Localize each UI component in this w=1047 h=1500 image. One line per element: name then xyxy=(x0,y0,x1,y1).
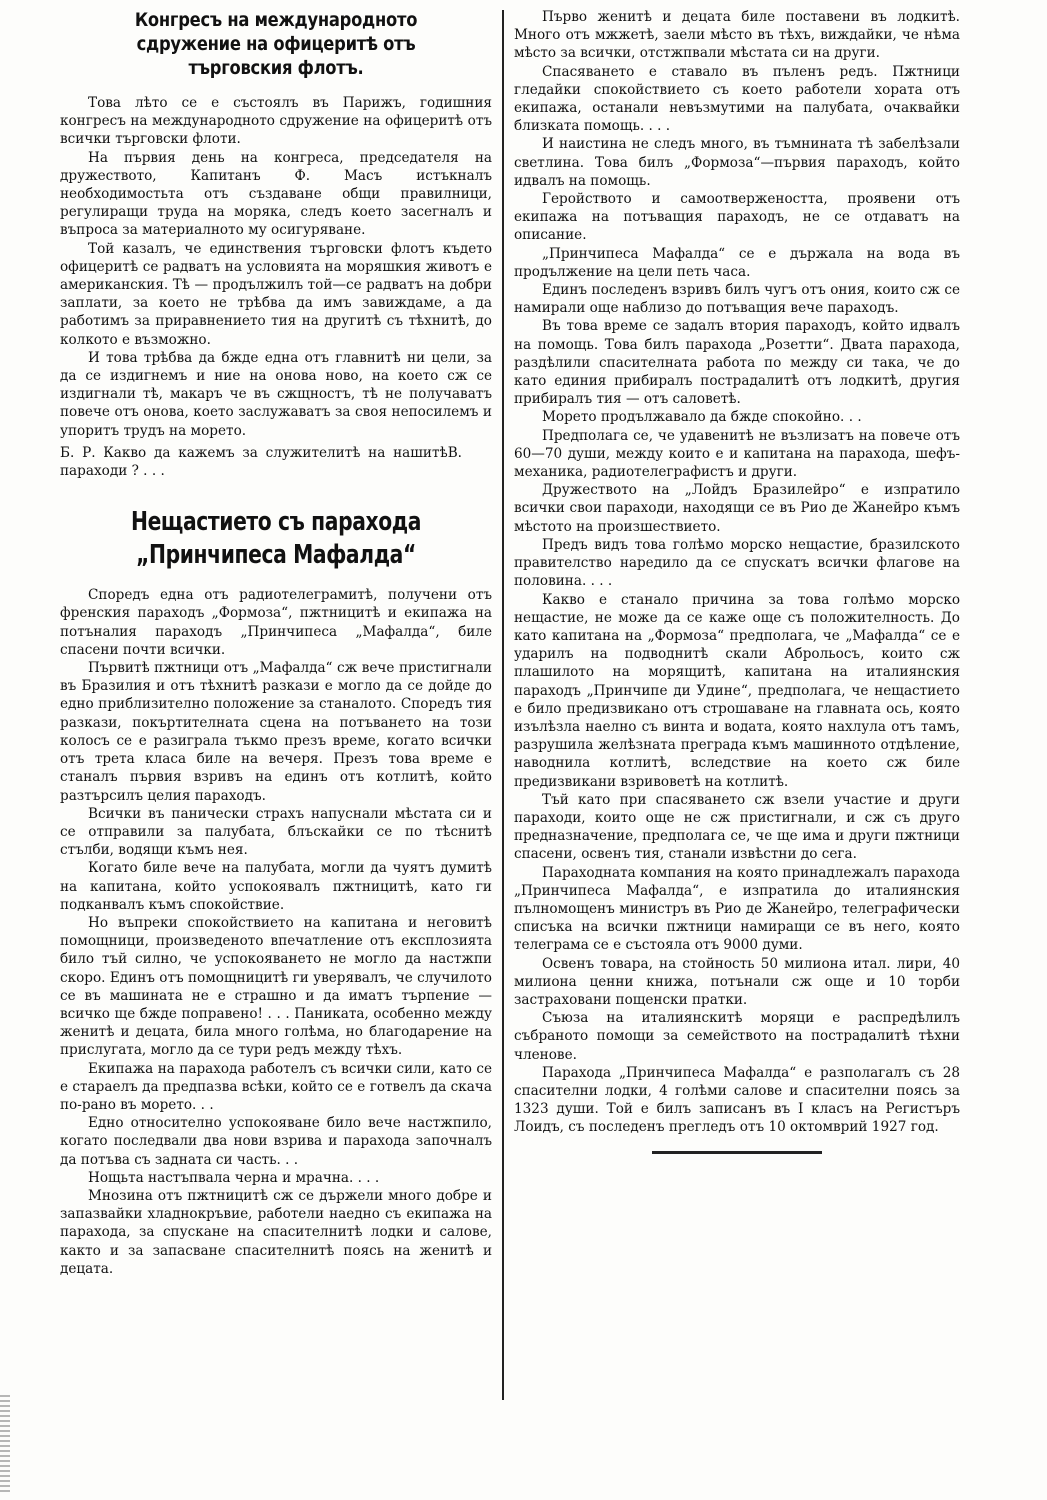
mafalda-paragraph: Парахода „Принчипеса Мафалда“ е разполагалъ съ 28 спасителни лодки, 4 голѣми салове и спасителни поясь за 1323 души. Той е билъ записанъ въ I класъ на Регистъръ Лоидъ, съ последенъ прегледъ отъ 10 октомврий 1927 год. xyxy=(514,1064,960,1136)
mafalda-paragraph: Всички въ панически страхъ напуснали мѣстата си и се отправили за палубата, блъскайки се по тѣснитѣ стълби, водящи къмъ нея. xyxy=(60,805,492,859)
mafalda-paragraph: Геройството и самоотвержеността, проявени отъ екипажа на потъващия параходъ, не се отдаватъ на описание. xyxy=(514,191,960,244)
mafalda-paragraph: Но въпреки спокойствието на капитана и неговитѣ помощници, произведеното впечатление отъ експлозията било тъй силно, че успокояването не могло да настжпи скоро. Единъ отъ помощницитѣ ги уверявалъ, че случилото се въ машината не е страшно и да иматъ търпение — всичко ще бжде поправено! . . . Паниката, особенно между женитѣ и децата, била много голѣма, но благодарение на прислугата, могло да се тури редъ между тѣхъ. xyxy=(60,914,492,1059)
mafalda-paragraph: Първо женитѣ и децата биле поставени въ лодкитѣ. Много отъ мжжетѣ, заели мѣсто въ тѣхъ, виждайки, че нѣма мѣсто за всички, отстжпвали мѣстата си на други. xyxy=(514,9,960,62)
congress-paragraph: И това трѣбва да бжде една отъ главнитѣ ни цели, за да се издигнемъ и ние на онова ново, на което сж се издигнали тѣ, макаръ че въ сжщностъ, тѣ не получаватъ повече отъ онова, което заслужаватъ за своя непосилемъ и упоритъ трудъ на морето. xyxy=(60,349,492,439)
left-column xyxy=(60,8,492,1410)
editor-note-row xyxy=(60,444,492,480)
mafalda-paragraph: Тъй като при спасяването сж взели участие и други параходи, които още не сж пристигнали, и сж съ друго предназначение, предполага се, че ще има и други пжтници спасени, освенъ тия, станали извѣстни до сега. xyxy=(514,791,960,863)
mafalda-paragraph: Съюза на италиянскитѣ моряци е распредѣлилъ събраното помощи за семейството на пострадалитѣ тѣхни членове. xyxy=(514,1010,960,1063)
mafalda-paragraph: Мнозина отъ пжтницитѣ сж се държели много добре и запазвайки хладнокръвие, работели наедно съ екипажа на парахода, за спускане на спасителнитѣ лодки и салове, както и за запасване спасителнитѣ поясь на женитѣ и децата. xyxy=(60,1187,492,1277)
mafalda-paragraph: Предъ видъ това голѣмо морско нещастие, бразилското правителство наредило да се спускатъ всички флагове на половина. . . . xyxy=(514,536,960,590)
author-signature: В. xyxy=(447,444,462,461)
mafalda-paragraph: Спасяването е ставало въ пъленъ редъ. Пжтници гледайки спокойствието съ което работели хората отъ екипажа, останали невъзмутими на палубата, очаквайки близката помощь. . . . xyxy=(514,63,960,135)
mafalda-paragraph: Освенъ товара, на стойность 50 милиона итал. лири, 40 милиона ценни книжа, потънали сж още и 10 торби застраховани пощенски пратки. xyxy=(514,955,960,1008)
congress-paragraph: Това лѣто се е състоялъ въ Парижъ, годишния конгресъ на международното сдружение на офицеритѣ отъ всички търговски флоти. xyxy=(60,95,492,148)
congress-article-title: Конгресъ на международното сдружение на офицеритѣ отъ търговския флотъ. xyxy=(134,9,418,79)
mafalda-paragraph: Предполага се, че удавенитѣ не възлизатъ на повече отъ 60—70 души, между които е и капитана на парахода, шефъ-механика, радиотелеграфистъ и други. xyxy=(514,427,960,481)
mafalda-paragraph: Екипажа на парахода работелъ съ всички сили, като се е старaелъ да предпазва всѣки, който се е готвелъ да скача по-рано въ морето. . . xyxy=(60,1060,492,1113)
mafalda-paragraph: Дружеството на „Лойдъ Бразилейро“ е изпратило всички свои параходи, находящи се въ Рио де Жанейро къмъ мѣстото на произшествието. xyxy=(514,482,960,535)
congress-paragraph: Той казалъ, че единствения търговски флотъ където офицеритѣ се радватъ на условията на моряшкия животъ е американския. Тѣ — продължилъ той—се радватъ на добри заплати, за което не трѣбва да имъ завиждаме, а да работимъ за приравнението тия на другитѣ съ тѣхнитѣ, до колкото е възможно. xyxy=(60,240,492,348)
mafalda-paragraph: Въ това време се задалъ втория параходъ, който идвалъ на помощь. Това билъ парахода „Розетти“. Двата парахода, раздѣлили спасителната работа по между си така, че до като единия прибиралъ пострадалитѣ отъ лодкитѣ, другия прибиралъ тия — отъ саловетѣ. xyxy=(514,318,960,408)
right-column xyxy=(514,8,960,1410)
mafalda-paragraph: „Принчипеса Мафалда“ се е държала на вода въ продължение на цели петь часа. xyxy=(514,245,960,280)
scan-edge-artifact xyxy=(0,1395,10,1495)
congress-paragraph: На първия день на конгреса, председателя на дружеството, Капитанъ Ф. Масъ истъкналъ необходимостьта отъ създаване общи правилници, регулиращи труда на моряка, следъ което засегналъ и въпроса за материалното му осигуряване. xyxy=(60,149,492,239)
article-end-rule xyxy=(652,1151,822,1154)
mafalda-article-headline: Нещастието съ парахода „Принчипеса Мафалда“ xyxy=(130,507,422,571)
mafalda-paragraph: Единъ последенъ взривъ билъ чугъ отъ ония, които сж се намирали още наблизо до потъващия вече параходъ. xyxy=(514,282,960,317)
mafalda-paragraph: Споредъ една отъ радиотелеграмитѣ, получени отъ френския параходъ „Формоза“, пжтницитѣ и екипажа на потъналия параходъ „Принчипеса „Мафалда“, биле спасени почти всички. xyxy=(60,587,492,658)
mafalda-paragraph: Нощьта настъпвала черна и мрачна. . . . xyxy=(88,1169,380,1186)
mafalda-paragraph: Едно относително успокояване било вече настжпило, когато последвали два нови взрива и парахода започналъ да потъва съ задната си часть. . . xyxy=(60,1115,492,1168)
mafalda-paragraph: Първитѣ пжтници отъ „Мафалда“ сж вече пристигнали въ Бразилия и отъ тѣхнитѣ разкази е могло да се дойде до едно приблизително положение за станалото. Споредъ тия разкази, покъртителната сцена на потъването на този колосъ се е разиграла тъкмо презъ време, когато всички отъ трета класа биле на вечеря. Презъ това време е станалъ първия взривъ на единъ отъ котлитѣ, който разтърсилъ целия параходъ. xyxy=(60,660,492,804)
mafalda-paragraph: Параходната компания на която принадлежалъ парахода „Принчипеса Мафалда“, е изпратила до италиянския пълномощенъ министръ въ Рио де Жанейро, телеграфически списъка на всички пжтници намиращи се въ него, която телеграма се е състояла отъ 9000 думи. xyxy=(514,864,960,954)
mafalda-paragraph: Какво е станало причина за това голѣмо морско нещастие, не може да се каже още съ положителность. До като капитана на „Формоза“ предполага, че „Мафалда“ се е ударилъ на подводнитѣ скали Аброльосъ, които сж плашилото на морящитѣ, капитана на италиянския параходъ „Принчипе ди Удине“, предполага, че нещастието е било предизвикано отъ строшаване на главната ось, която изълѣзла наелно съ винта и водата, която нахлула отъ тамъ, разрушила желѣзната преграда къмъ машинното отдѣление, наводнила котлитѣ, вследствие на което сж биле предизвикани взривоветѣ на котлитѣ. xyxy=(514,591,960,790)
mafalda-paragraph: Морето продължавало да бжде спокойно. . . xyxy=(542,409,862,426)
editor-note: Б. Р. Какво да кажемъ за служителитѣ на нашитѣ параходи ? . . . xyxy=(60,444,448,480)
mafalda-paragraph: Когато биле вече на палубата, могли да чуятъ думитѣ на капитана, който успокоявалъ пжтницитѣ, като ги подканвалъ къмъ спокойствие. xyxy=(60,860,492,913)
column-divider xyxy=(502,10,504,1400)
mafalda-paragraph: И наистина не следъ много, въ тъмнината тѣ забелѣзали светлина. Това билъ „Формоза“—първия параходъ, който идвалъ на помощь. xyxy=(514,136,960,189)
